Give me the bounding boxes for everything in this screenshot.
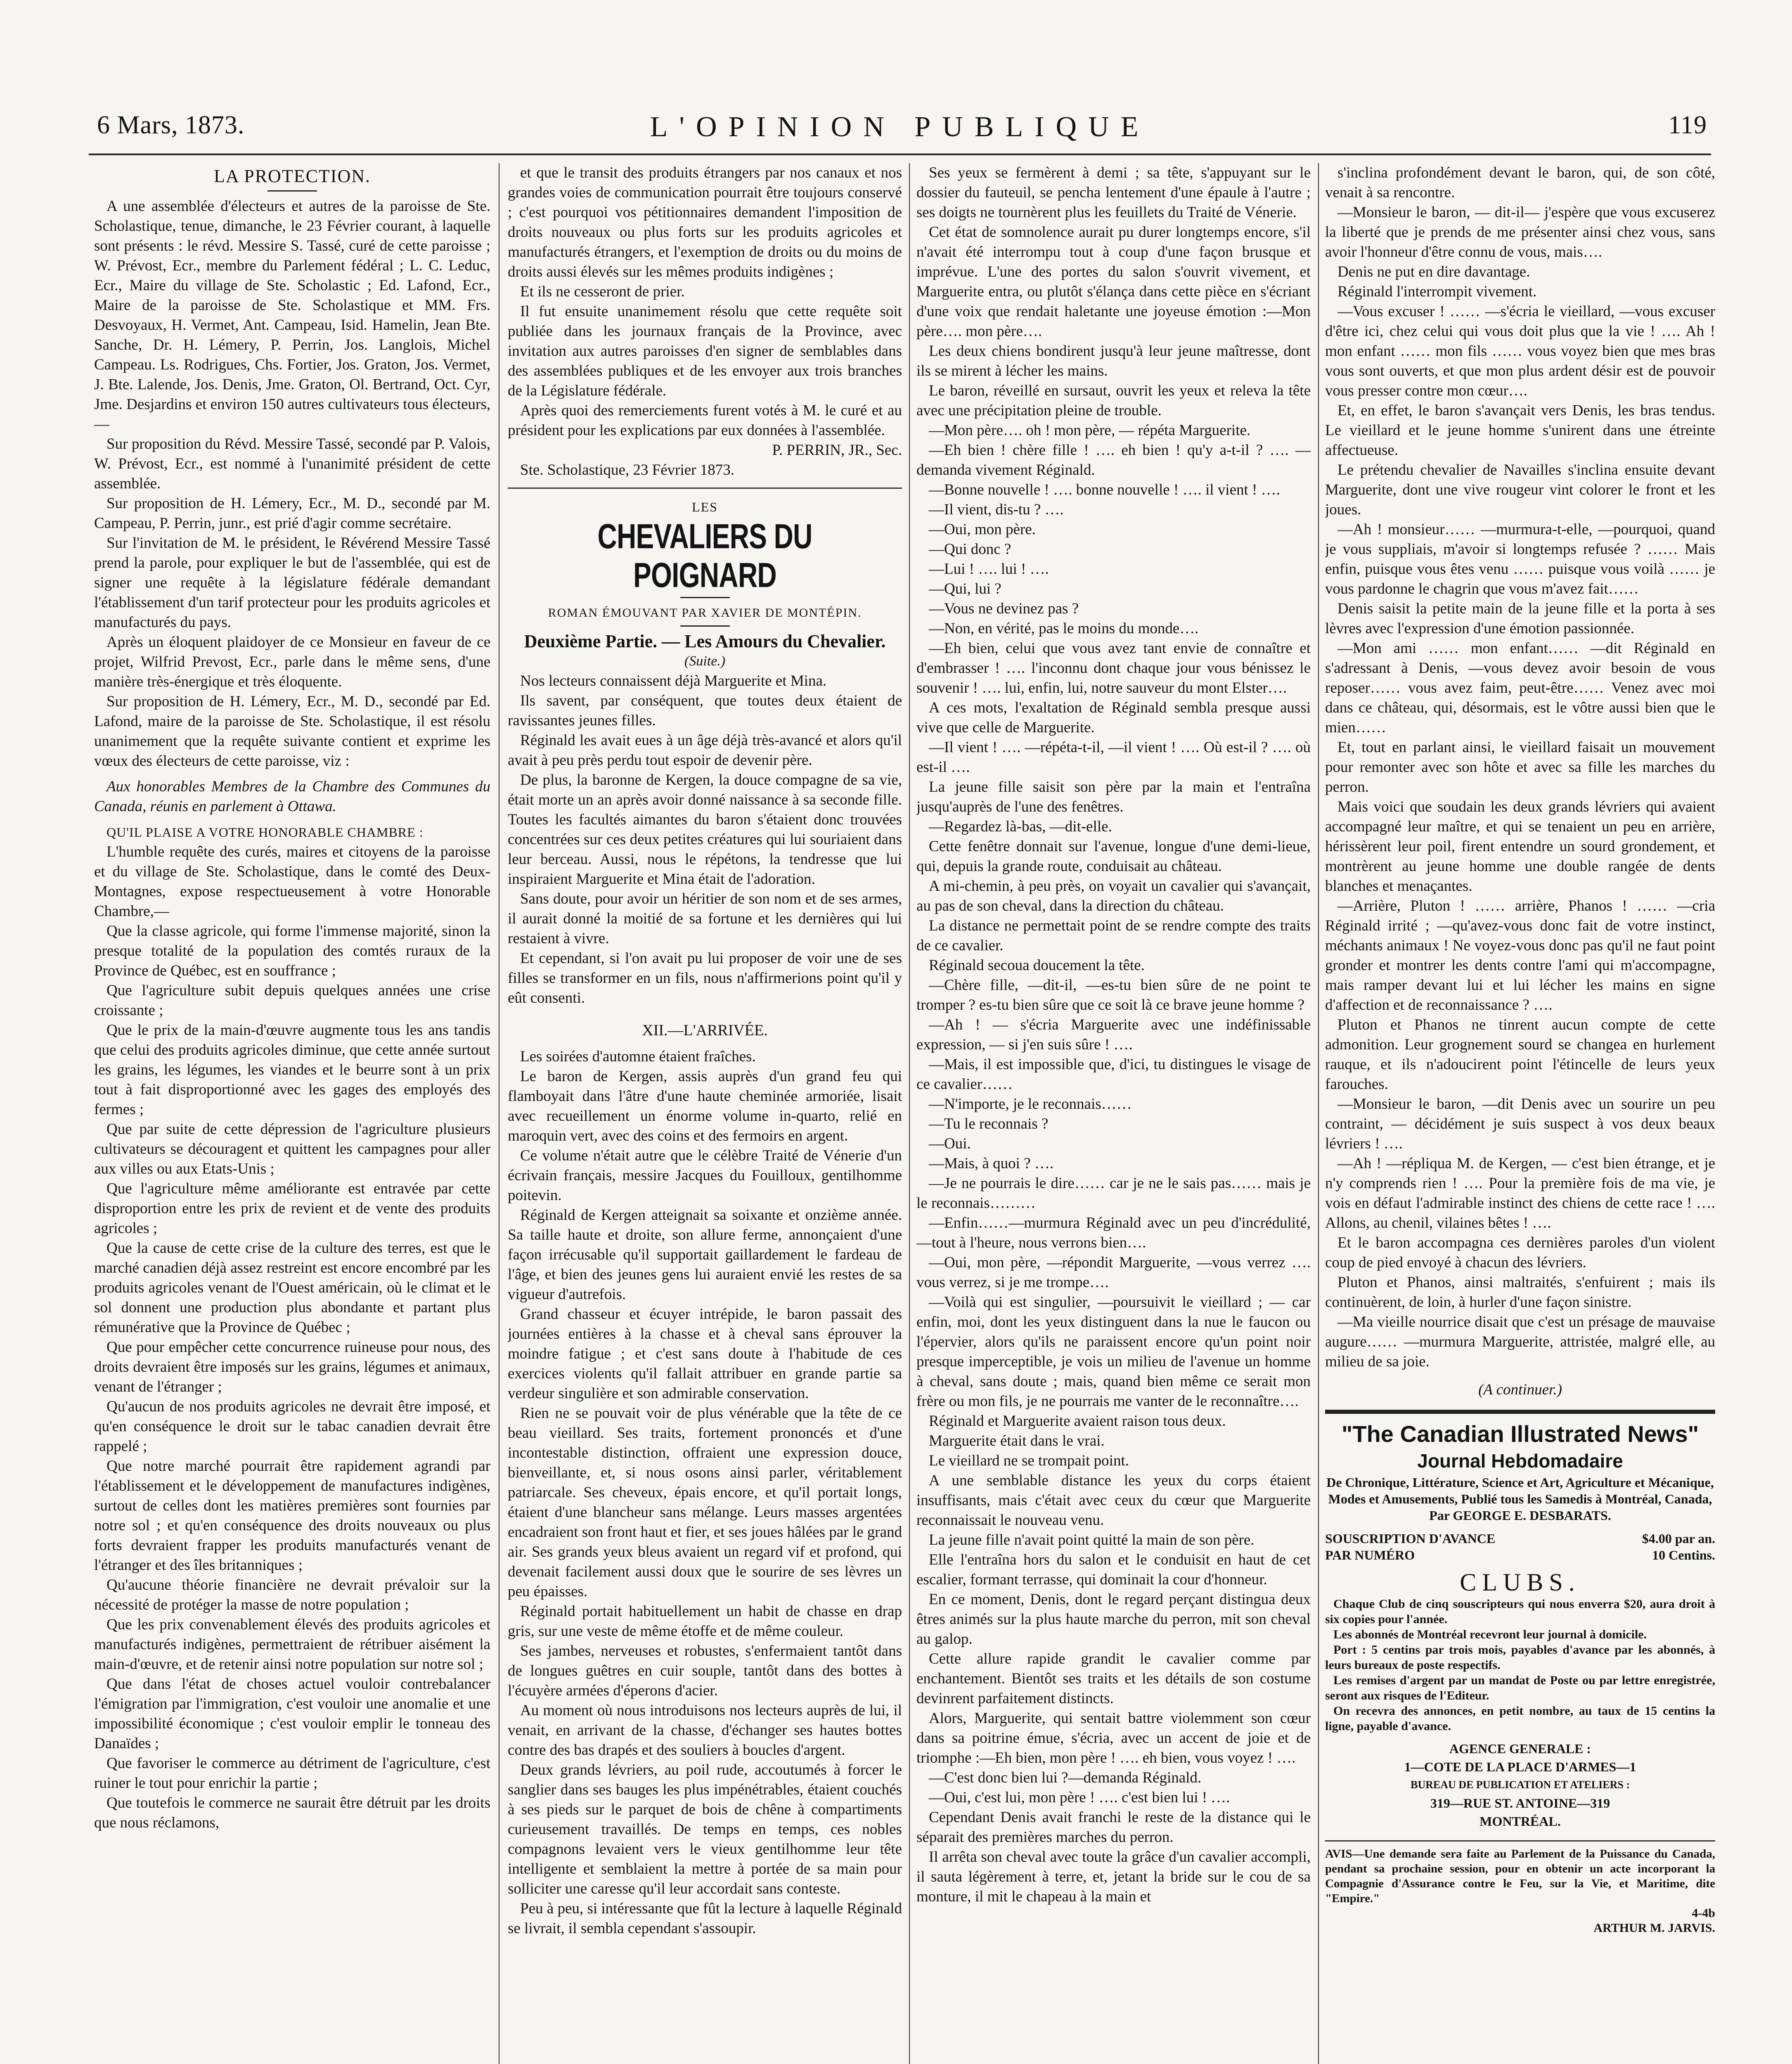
paragraph: Que le prix de la main-d'œuvre augmente tous les ans tandis que celui des produits agricoles diminue, que cette année surtout les grains, les légumes, les viandes et le beurre sont à un prix tout à fait disproportionné avec les gages des employés des fermes ; [94,1022,490,1118]
paragraph: A ces mots, l'exaltation de Réginald sembla presque aussi vive que celle de Marguerite. [916,699,1311,736]
paragraph: Sans doute, pour avoir un héritier de son nom et de ses armes, il aurait donné la moitié de sa fortune et les dernières qui lui restaient à vivre. [508,890,902,947]
place-date: Ste. Scholastique, 23 Février 1873. [520,462,734,478]
feuilleton-title: CHEVALIERS DU POIGNARD [597,517,812,594]
clubs-body [1325,1596,1715,1734]
paragraph: —Oui, mon père. [929,521,1036,538]
paragraph: Deux grands lévriers, au poil rude, accoutumés à forcer le sanglier dans ses bauges les plus impénétrables, étaient couchés à ses pieds sur le parquet de bois de chêne à compartiments curieusement travaillés. De temps en temps, ces nobles compagnons levaient vers le vieux gentilhomme leur tête intelligente et semblaient la mettre à portée de sa main pour solliciter une caresse qu'il leur accordait sans conteste. [508,1761,902,1897]
paragraph: et que le transit des produits étrangers par nos canaux et nos grandes voies de communication pourrait être toujours conservé ; c'est pourquoi vos pétitionnaires demandent l'imposition de droits nouveaux ou plus forts sur les produits agricoles et manufacturés étrangers, et l'exemption de droits ou du moins de droits aussi élevés sur les mêmes produits indigènes ; [508,164,902,280]
column-divider [909,163,910,2064]
paragraph: Cette fenêtre donnait sur l'avenue, longue d'une demi-lieue, qui, depuis la grande route, conduisait au château. [916,838,1311,875]
paragraph: Réginald de Kergen atteignait sa soixante et onzième année. Sa taille haute et droite, son allure ferme, annonçaient d'une façon irrécusable qu'il supportait gaillardement le fardeau de l'âge, et bien des jeunes gens lui auraient envié les restes de sa vigueur d'autrefois. [508,1207,902,1303]
paragraph: —Oui. [929,1135,971,1152]
paragraph: Cette allure rapide grandit le cavalier comme par enchantement. Bientôt ses traits et les détails de son costume devinrent parfaitement distincts. [916,1650,1311,1707]
notice-ref: 4-4b [1692,1906,1715,1920]
paragraph: Sur proposition de H. Lémery, Ecr., M. D., secondé par M. Campeau, P. Perrin, junr., est prié d'agir comme secrétaire. [94,495,490,532]
paragraph: Réginald portait habituellement un habit de chasse en drap gris, sur une veste de même étoffe et de même couleur. [508,1603,902,1640]
paragraph: Et le baron accompagna ces dernières paroles d'un violent coup de pied envoyé à chacun des lévriers. [1325,1234,1715,1271]
paragraph: Grand chasseur et écuyer intrépide, le baron passait des journées entières à la chasse et à cheval sans éprouver la moindre fatigue ; et c'est sans doute à l'habitude de ces exercices violents qu'il fallait attribuer en grande partie sa verdeur singulière et son admirable conservation. [508,1306,902,1402]
paragraph: Que par suite de cette dépression de l'agriculture plusieurs cultivateurs se découragent et quittent les campagnes pour aller aux villes ou aux Etats-Unis ; [94,1121,490,1177]
paragraph: Réginald les avait eues à un âge déjà très-avancé et alors qu'il avait à peu près perdu tout espoir de devenir père. [508,732,902,769]
paragraph: Ils savent, par conséquent, que toutes deux étaient de ravissantes jeunes filles. [508,692,902,729]
paragraph: —Je ne pourrais le dire…… car je ne le sais pas…… mais je le reconnais……… [916,1175,1311,1212]
paragraph: A mi-chemin, à peu près, on voyait un cavalier qui s'avançait, au pas de son cheval, dans la direction du château. [916,878,1311,914]
paragraph: Les deux chiens bondirent jusqu'à leur jeune maîtresse, dont ils se mirent à lécher les mains. [916,343,1311,379]
column-divider [1318,163,1319,2064]
clubs-paragraph: Les remises d'argent par un mandat de Poste ou par lettre enregistrée, seront aux risques de l'Editeur. [1325,1673,1715,1702]
paragraph: Que dans l'état de choses actuel vouloir contrebalancer l'émigration par l'immigration, c'est vouloir une anomalie et une impossibilité économique ; c'est vouloir emplir le tonneau des Danaïdes ; [94,1676,490,1752]
advert-title: "The Canadian Illustrated News" [1341,1421,1699,1447]
paragraph: —Vous excuser ! …… —s'écria le vieillard, —vous excuser d'être ici, chez celui qui vous doit plus que la vie ! …. Ah ! mon enfant …… mon fils …… vous voyez bien que mes bras vous sont ouverts, et que mon plus ardent désir est de pouvoir vous presser contre mon cœur…. [1325,303,1715,399]
clubs-paragraph: Chaque Club de cinq souscripteurs qui nous enverra $20, aura droit à six copies pour l'année. [1325,1597,1715,1626]
title-rule [680,597,730,598]
paragraph: La jeune fille n'avait point quitté la main de son père. [929,1531,1255,1548]
paragraph: Elle l'entraîna hors du salon et le conduisit en haut de cet escalier, formant terrasse, qui dominait la cour d'honneur. [916,1551,1311,1588]
paragraph: Que toutefois le commerce ne saurait être détruit par les droits que nous réclamons, [94,1794,490,1831]
to-be-continued: (A continuer.) [1478,1381,1562,1398]
paragraph: Les soirées d'automne étaient fraîches. [520,1048,756,1065]
agency-line: 319—RUE ST. ANTOINE—319 [1430,1796,1610,1811]
secretary-signature: P. PERRIN, JR., Sec. [772,442,902,459]
paragraph: —Il vient, dis-tu ? …. [929,501,1064,518]
paragraph: Ses jambes, nerveuses et robustes, s'enfermaient tantôt dans de longues guêtres en cuir souple, tantôt dans des bottes à l'écuyère armées d'éperons d'acier. [508,1643,902,1699]
paragraph: Cet état de somnolence aurait pu durer longtemps encore, s'il n'avait été interrompu tout à coup d'une façon brusque et imprévue. L'une des portes du salon s'ouvrit vivement, et Marguerite entra, ou plutôt s'élança dans cette pièce en s'écriant d'une voix que rendait haletante une joyeuse émotion :—Mon père…. mon père…. [916,224,1311,340]
petition-opening: QU'IL PLAISE A VOTRE HONORABLE CHAMBRE : [107,825,424,840]
paragraph: Il fut ensuite unanimement résolu que cette requête soit publiée dans les journaux français de la Province, avec invitation aux autres paroisses d'en signer de semblables dans des assemblées publiques et de les envoyer aux trois branches de la Législature fédérale. [508,303,902,399]
paragraph: La distance ne permettait point de se rendre compte des traits de ce cavalier. [916,917,1311,954]
article-heading-protection: LA PROTECTION. [214,166,371,186]
paragraph: Réginald et Marguerite avaient raison tous deux. [929,1413,1226,1430]
paragraph: Sur proposition du Révd. Messire Tassé, secondé par P. Valois, W. Prévost, Ecr., est nommé à l'unanimité président de cette assemblée. [94,436,490,492]
paragraph: —Qui, lui ? [929,580,1001,597]
header-rule [89,154,1711,155]
paragraph: Denis ne put en dire davantage. [1337,263,1530,280]
advert-rule [1325,1410,1715,1414]
paragraph: Sur proposition de H. Lémery, Ecr., M. D., secondé par Ed. Lafond, maire de la paroisse de Ste. Scholastique, il est résolu unanimement que la requête suivante contient et exprime les vœux des électeurs de cette paroisse, viz : [94,693,490,769]
paragraph: —Ah ! monsieur…… —murmura-t-elle, —pourquoi, quand je vous suppliais, m'avoir si longtemps refusée ? …… Mais enfin, puisque vous êtes venu …… puisque vous voilà …… je vous pardonne le chagrin que vous m'avez fait…… [1325,521,1715,597]
notice-text: AVIS—Une demande sera faite au Parlement de la Puissance du Canada, pendant sa prochaine session, pour en obtenir un acte incorporant la Compagnie d'Assurance contre le Feu, sur la Vie, et Maritime, dite "Empire." [1325,1847,1715,1905]
column-1 [94,163,490,2064]
feuilleton-les: LES [692,499,718,514]
paragraph: Et, tout en parlant ainsi, le vieillard faisait un mouvement pour remonter avec son hôte et avec sa fille les marches du perron. [1325,739,1715,795]
paragraph: Réginald secoua doucement la tête. [929,957,1145,974]
paragraph: —Non, en vérité, pas le moins du monde…. [929,620,1199,637]
petition-address: Aux honorables Membres de la Chambre des Communes du Canada, réunis en parlement à Ottawa. [94,778,490,815]
paragraph: Que la classe agricole, qui forme l'immense majorité, sinon la presque totalité de la population des comtés ruraux de la Province de Québec, est en souffrance ; [94,923,490,979]
paragraph: —N'importe, je le reconnais…… [929,1096,1132,1112]
paragraph: —Tu le reconnais ? [929,1115,1049,1132]
clubs-paragraph: Les abonnés de Montréal recevront leur journal à domicile. [1333,1628,1647,1641]
paragraph: Pluton et Phanos, ainsi maltraités, s'enfuirent ; mais ils continuèrent, de loin, à hurler d'une façon sinistre. [1325,1274,1715,1311]
agency-title: AGENCE GENERALE : [1449,1741,1591,1756]
issue-date: 6 Mars, 1873. [97,111,245,139]
paragraph: Alors, Marguerite, qui sentait battre violemment son cœur dans sa poitrine émue, s'écria, avec un accent de joie et de triomphe :—Eh bien, mon père ! …. eh bien, vous voyez ! …. [916,1710,1311,1766]
price-row-issue [1325,1547,1715,1563]
paragraph: Peu à peu, si intéressante que fût la lecture à laquelle Réginald se livrait, il sembla cependant s'assoupir. [508,1900,902,1937]
feuilleton-suite: (Suite.) [684,653,726,669]
paragraph: —Qui donc ? [929,541,1011,558]
paragraph: Marguerite était dans le vrai. [929,1432,1105,1449]
paragraph: —Regardez là-bas, —dit-elle. [929,818,1112,835]
paragraph: La jeune fille saisit son père par la main et l'entraîna jusqu'auprès de l'une des fenêtres. [916,779,1311,815]
heading-rule [267,190,317,192]
paragraph: Et, en effet, le baron s'avançait vers Denis, les bras tendus. Le vieillard et le jeune homme s'unirent dans une étreinte affectueuse. [1325,402,1715,459]
paragraph: —Mon père…. oh ! mon père, — répéta Marguerite. [929,422,1251,439]
paragraph: —Enfin……—murmura Réginald avec un peu d'incrédulité, —tout à l'heure, nous verrons bien…. [916,1214,1311,1251]
paragraph: En ce moment, Denis, dont le regard perçant distingua deux êtres animés sur la plus haute marche du perron, mit son cheval au galop. [916,1591,1311,1647]
column-4 [1325,163,1715,2064]
paragraph: —Monsieur le baron, —dit Denis avec un sourire un peu contraint, — décidément je suis suspect à vos deux beaux lévriers ! …. [1325,1096,1715,1152]
paragraph: s'inclina profondément devant le baron, qui, de son côté, venait à sa rencontre. [1325,164,1715,201]
agency-address [1325,1740,1715,1830]
legal-notice [1325,1840,1715,1936]
subtitle-rule [680,625,730,627]
paragraph: Le prétendu chevalier de Navailles s'inclina ensuite devant Marguerite, dont une vive rougeur vint colorer le front et les joues. [1325,462,1715,518]
page-header [89,111,1711,148]
agency-city: MONTRÉAL. [1480,1814,1561,1829]
paragraph: —Mon ami …… mon enfant…… —dit Réginald en s'adressant à Denis, —vous devez avoir besoin de vous reposer…… vous avez faim, peut-être…… Venez avec moi dans ce château, qui, désormais, est le vôtre aussi bien que le mien…… [1325,640,1715,736]
clubs-paragraph: Port : 5 centins par trois mois, payables d'avance par les abonnés, à leurs bureaux de poste respectifs. [1325,1643,1715,1672]
paragraph: Il arrêta son cheval avec toute la grâce d'un cavalier accompli, il sauta légèrement à terre, et, jetant la bride sur le cou de sa monture, il mit le chapeau à la main et [916,1849,1311,1905]
paragraph: —Arrière, Pluton ! …… arrière, Phanos ! …… —cria Réginald irrité ; —qu'avez-vous donc fait de votre instinct, méchants animaux ! Ne voyez-vous donc pas qu'il ne faut point gronder et montrer les dents contre l'ami qui m'accompagne, mais ramper devant lui et lui lécher les mains en signe d'affection et de reconnaissance ? …. [1325,897,1715,1013]
paragraph: —Lui ! …. lui ! …. [929,561,1049,578]
paragraph: —Chère fille, —dit-il, —es-tu bien sûre de ne point te tromper ? es-tu bien sûre que ce soit là ce brave jeune homme ? [916,977,1311,1013]
newspaper-title: L'OPINION PUBLIQUE [650,111,1150,143]
paragraph: —C'est donc bien lui ?—demanda Réginald. [929,1769,1202,1786]
paragraph: Après un éloquent plaidoyer de ce Monsieur en faveur de ce projet, Wilfrid Prevost, Ecr., parle dans le même sens, d'une manière très-énergique et très éloquente. [94,634,490,690]
clubs-paragraph: On recevra des annonces, en petit nombre, au taux de 15 centins la ligne, payable d'avance. [1325,1704,1715,1733]
paragraph: Qu'aucune théorie financière ne devrait prévaloir sur la nécessité de protéger la masse de notre population ; [94,1576,490,1613]
paragraph: Que les prix convenablement élevés des produits agricoles et manufacturés indigènes, permettraient de rétribuer aisément la main-d'œuvre, et de retenir ainsi notre population sur notre sol ; [94,1616,490,1673]
agency-line: BUREAU DE PUBLICATION ET ATELIERS : [1411,1779,1630,1791]
price-label: PAR NUMÉRO [1325,1548,1415,1562]
advertisement-canadian-illustrated-news [1325,1420,1715,1936]
paragraph: Pluton et Phanos ne tinrent aucun compte de cette admonition. Leur grognement sourd se changea en hurlement rauque, et ils n'adoucirent point l'étincelle de leurs yeux farouches. [1325,1016,1715,1093]
price-label: SOUSCRIPTION D'AVANCE [1325,1531,1496,1546]
feuilleton-partie: Deuxième Partie. — Les Amours du Chevalier. [524,631,886,651]
paragraph: A une assemblée d'électeurs et autres de la paroisse de Ste. Scholastique, tenue, dimanche, le 23 Février courant, à laquelle sont présents : le révd. Messire S. Tassé, curé de cette paroisse ; W. Prévost, Ecr., membre du Parlement fédéral ; L. C. Leduc, Ecr., Maire du village de Ste. Scholastic ; Ed. Lafond, Ecr., Maire de la paroisse de Ste. Scholastique et MM. Frs. Desvoyaux, H. Vermet, Ant. Campeau, Isid. Hamelin, Jean Bte. Sanche, Dr. H. Lémery, P. Perrin, Jos. Langlois, Michel Campeau. Ls. Rodrigues, Chs. Fortier, Jos. Graton, Jos. Vermet, J. Bte. Lalende, Jos. Denis, Jme. Graton, Ol. Bertrand, Oct. Cyr, Jme. Desjardins et environ 150 autres cultivateurs tous électeurs,— [94,198,490,433]
paragraph: —Voilà qui est singulier, —poursuivit le vieillard ; — car enfin, moi, dont les yeux distinguent dans la nue le faucon ou l'épervier, alors qu'ils ne paraissent encore qu'un point noir presque imperceptible, je vois un milieu de l'avenue un homme à cheval, sans doute ; mais, quand bien même ce serait mon frère ou mon fils, je ne pourrais me vanter de le reconnaître…. [916,1294,1311,1410]
page-number: 119 [1668,111,1707,139]
paragraph: —Il vient ! …. —répéta-t-il, —il vient ! …. Où est-il ? …. où est-il …. [916,739,1311,776]
paragraph: A une semblable distance les yeux du corps étaient insuffisants, mais c'était avec ceux du cœur que Marguerite reconnaissait le nouveau venu. [916,1472,1311,1529]
paragraph: Que notre marché pourrait être rapidement agrandi par l'établissement et le développement de manufactures indigènes, surtout de celles dont les matières premières sont fournies par notre sol ; et qu'en conséquence des droits nouveaux ou plus forts devraient frapper les produits manufacturés venant de l'étranger et des îles britanniques ; [94,1458,490,1574]
clubs-heading: CLUBS. [1460,1569,1581,1596]
paragraph: —Eh bien, celui que vous avez tant envie de connaître et d'embrasser ! …. l'inconnu dont chaque jour vous bénissez le souvenir ! …. lui, enfin, lui, notre sauveur du mont Elster…. [916,640,1311,696]
paragraph: Cependant Denis avait franchi le reste de la distance qui le séparait des premières marches du perron. [916,1809,1311,1846]
paragraph: Qu'aucun de nos produits agricoles ne devrait être imposé, et qu'en conséquence le droit sur le tabac canadien devrait être rappelé ; [94,1398,490,1455]
notice-signature: ARTHUR M. JARVIS. [1593,1921,1715,1935]
paragraph: Le baron de Kergen, assis auprès d'un grand feu qui flamboyait dans l'âtre d'une haute cheminée armoriée, lisait avec recueillement un énorme volume in-quarto, relié en maroquin vert, avec des coins et des fermoirs en argent. [508,1068,902,1144]
paragraph: Que l'agriculture même améliorante est entravée par cette disproportion entre les prix de revient et de vente des produits agricoles ; [94,1180,490,1237]
paragraph: —Mais, il est impossible que, d'ici, tu distingues le visage de ce cavalier…… [916,1056,1311,1093]
paragraph: —Vous ne devinez pas ? [929,600,1079,617]
paragraph: —Oui, mon père, —répondit Marguerite, —vous verrez …. vous verrez, si je me trompe…. [916,1254,1311,1291]
column-2 [508,163,902,2064]
paragraph: Que favoriser le commerce au détriment de l'agriculture, c'est ruiner le tout pour enrichir la partie ; [94,1755,490,1792]
paragraph: —Ah ! —répliqua M. de Kergen, — c'est bien étrange, et je n'y comprends rien ! …. Pour la première fois de ma vie, je vois en défaut l'admirable instinct des chiens de cette race ! …. Allons, au chenil, vilaines bêtes ! …. [1325,1155,1715,1231]
paragraph: Sur l'invitation de M. le président, le Révérend Messire Tassé prend la parole, pour expliquer le but de l'assemblée, qui est de signer une requête à la législature fédérale demandant l'établissement d'un tarif protecteur pour les produits agricoles et manufacturés du pays. [94,535,490,631]
paragraph: —Eh bien ! chère fille ! …. eh bien ! qu'y a-t-il ? …. —demanda vivement Réginald. [916,442,1311,478]
paragraph: Au moment où nous introduisons nos lecteurs auprès de lui, il venait, en arrivant de la chasse, d'échanger ses hautes bottes contre des bas drapés et des souliers à boucles d'argent. [508,1702,902,1759]
paragraph: Le vieillard ne se trompait point. [929,1452,1129,1469]
paragraph: —Monsieur le baron, — dit-il— j'espère que vous excuserez la liberté que je prends de me présenter ainsi chez vous, sans avoir l'honneur d'être connu de vous, mais…. [1325,204,1715,260]
paragraph: Ses yeux se fermèrent à demi ; sa tête, s'appuyant sur le dossier du fauteuil, se pencha lentement d'une épaule à l'autre ; ses doigts ne tournèrent plus les feuillets du Traité de Vénerie. [916,164,1311,221]
agency-line: 1—COTE DE LA PLACE D'ARMES—1 [1404,1759,1636,1774]
paragraph: —Bonne nouvelle ! …. bonne nouvelle ! …. il vient ! …. [929,481,1280,498]
paragraph: Et cependant, si l'on avait pu lui proposer de voir une de ses filles se transformer en un fils, nous n'affirmerions point qu'il y eût consenti. [508,950,902,1006]
price-value: $4.00 par an. [1642,1531,1715,1546]
paragraph: Que pour empêcher cette concurrence ruineuse pour nous, des droits devraient être imposés sur les grains, légumes et animaux, venant de l'étranger ; [94,1339,490,1395]
chapter-heading: XII.—L'ARRIVÉE. [642,1022,768,1039]
feuilleton-subtitle: ROMAN ÉMOUVANT PAR XAVIER DE MONTÉPIN. [548,606,862,620]
paragraph: —Oui, c'est lui, mon père ! …. c'est bien lui ! …. [929,1789,1230,1806]
paragraph: Le baron, réveillé en sursaut, ouvrit les yeux et releva la tête avec une précipitation pleine de trouble. [916,382,1311,419]
paragraph: —Ah ! — s'écria Marguerite avec une indéfinissable expression, — si j'en suis sûre ! …. [916,1016,1311,1053]
paragraph: —Ma vieille nourrice disait que c'est un présage de mauvaise augure…… —murmura Marguerite, attristée, malgré elle, au milieu de sa joie. [1325,1314,1715,1370]
paragraph: Ce volume n'était autre que le célèbre Traité de Vénerie d'un écrivain français, messire Jacques du Fouilloux, gentilhomme poitevin. [508,1147,902,1204]
advert-prices [1325,1530,1715,1563]
paragraph: —Mais, à quoi ? …. [929,1155,1054,1172]
section-rule [508,488,902,489]
feuilleton-header [508,497,902,671]
price-row-subscription [1325,1530,1715,1547]
price-value: 10 Centins. [1652,1548,1715,1562]
column-3 [916,163,1311,2064]
paragraph: Que l'agriculture subit depuis quelques années une crise croissante ; [94,982,490,1019]
paragraph: Nos lecteurs connaissent déjà Marguerite et Mina. [520,672,827,689]
paragraph: Denis saisit la petite main de la jeune fille et la porta à ses lèvres avec l'expression d'une émotion passionnée. [1325,600,1715,637]
advert-subtitle: Journal Hebdomadaire [1417,1450,1623,1472]
paragraph: Que la cause de cette crise de la culture des terres, est que le marché canadien déjà assez restreint est encore encombré par les produits agricoles venant de l'Ouest américain, où le climat et le sol donnent une production plus abondante et partant plus rémunérative que la Province de Québec ; [94,1240,490,1336]
paragraph: De plus, la baronne de Kergen, la douce compagne de sa vie, était morte un an après avoir donné naissance à sa seconde fille. Toutes les facultés aimantes du baron s'étaient donc trouvées concentrées sur ces deux petites créatures qui lui souriaient dans leur berceau. Aussi, nous le répétons, la tendresse que lui inspiraient Marguerite et Mina était de l'adoration. [508,772,902,888]
advert-description: De Chronique, Littérature, Science et Art, Agriculture et Mécanique, Modes et Amusements, Publié tous les Samedis à Montréal, Canada, Par GEORGE E. DESBARATS. [1326,1475,1714,1523]
paragraph: Réginald l'interrompit vivement. [1337,283,1537,300]
paragraph: Mais voici que soudain les deux grands lévriers qui avaient accompagné leur maître, et qui se tenaient un peu en arrière, hérissèrent leur poil, firent entendre un sourd grondement, et montrèrent au jeune homme une double rangée de dents blanches et menaçantes. [1325,798,1715,895]
paragraph: Rien ne se pouvait voir de plus vénérable que la tête de ce beau vieillard. Ses traits, fortement prononcés et d'une incontestable distinction, offraient une expression douce, bienveillante, et, si nous osons ainsi parler, véritablement patriarcale. Ses cheveux, épais encore, et qu'il portait longs, étaient d'une blancheur sans mélange. Leurs masses argentées encadraient son front haut et fier, et ses joues hâlées par le grand air. Ses grands yeux bleus avaient un regard vif et profond, qui devenait facilement aussi doux que le sourire de ses lèvres un peu épaisses. [508,1405,902,1600]
paragraph: L'humble requête des curés, maires et citoyens de la paroisse et du village de Ste. Scholastique, dans le comté des Deux-Montagnes, expose respectueusement à votre Honorable Chambre,— [94,843,490,920]
paragraph: Et ils ne cesseront de prier. [520,283,685,300]
paragraph: Après quoi des remerciements furent votés à M. le curé et au président pour les explications par eux données à l'assemblée. [508,402,902,439]
